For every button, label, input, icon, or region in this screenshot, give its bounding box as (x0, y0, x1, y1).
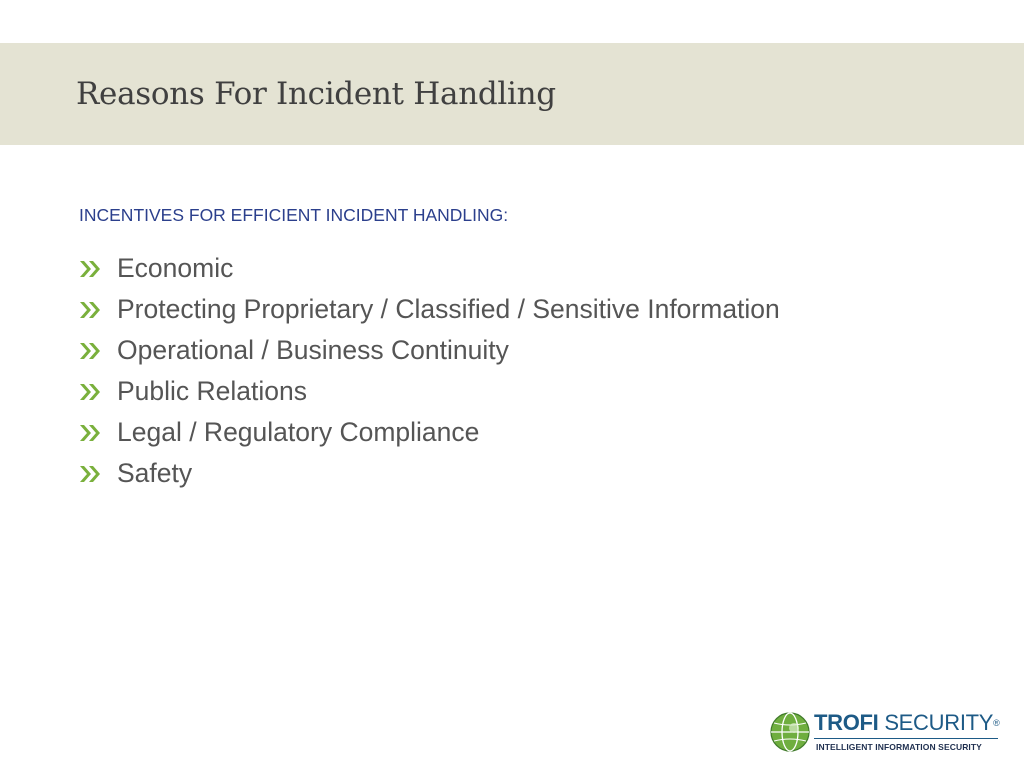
list-item (79, 412, 780, 453)
list-item (79, 453, 780, 494)
double-chevron-right-icon (79, 255, 117, 283)
bullet-text: Safety (117, 458, 193, 489)
trofi-security-logo (770, 710, 1020, 756)
logo-brand-light: SECURITY (884, 710, 994, 735)
double-chevron-right-icon (79, 337, 117, 365)
bullet-text: Operational / Business Continuity (117, 335, 509, 366)
logo-wordmark (814, 710, 1000, 736)
section-heading: INCENTIVES FOR EFFICIENT INCIDENT HANDLING: (79, 205, 509, 225)
logo-divider (814, 738, 998, 739)
double-chevron-right-icon (79, 296, 117, 324)
bullet-text: Protecting Proprietary / Classified / Sensitive Information (117, 294, 780, 325)
slide-title: Reasons For Incident Handling (76, 76, 556, 112)
list-item (79, 289, 780, 330)
list-item (79, 248, 780, 289)
list-item (79, 371, 780, 412)
registered-mark: ® (993, 718, 1000, 728)
logo-tagline: INTELLIGENT INFORMATION SECURITY (816, 742, 982, 752)
globe-icon (770, 712, 810, 752)
bullet-text: Public Relations (117, 376, 308, 407)
double-chevron-right-icon (79, 460, 117, 488)
double-chevron-right-icon (79, 378, 117, 406)
logo-brand-bold: TROFI (814, 710, 879, 735)
list-item (79, 330, 780, 371)
double-chevron-right-icon (79, 419, 117, 447)
bullet-text: Economic (117, 253, 234, 284)
bullet-text: Legal / Regulatory Compliance (117, 417, 480, 448)
bullet-list (79, 248, 780, 494)
